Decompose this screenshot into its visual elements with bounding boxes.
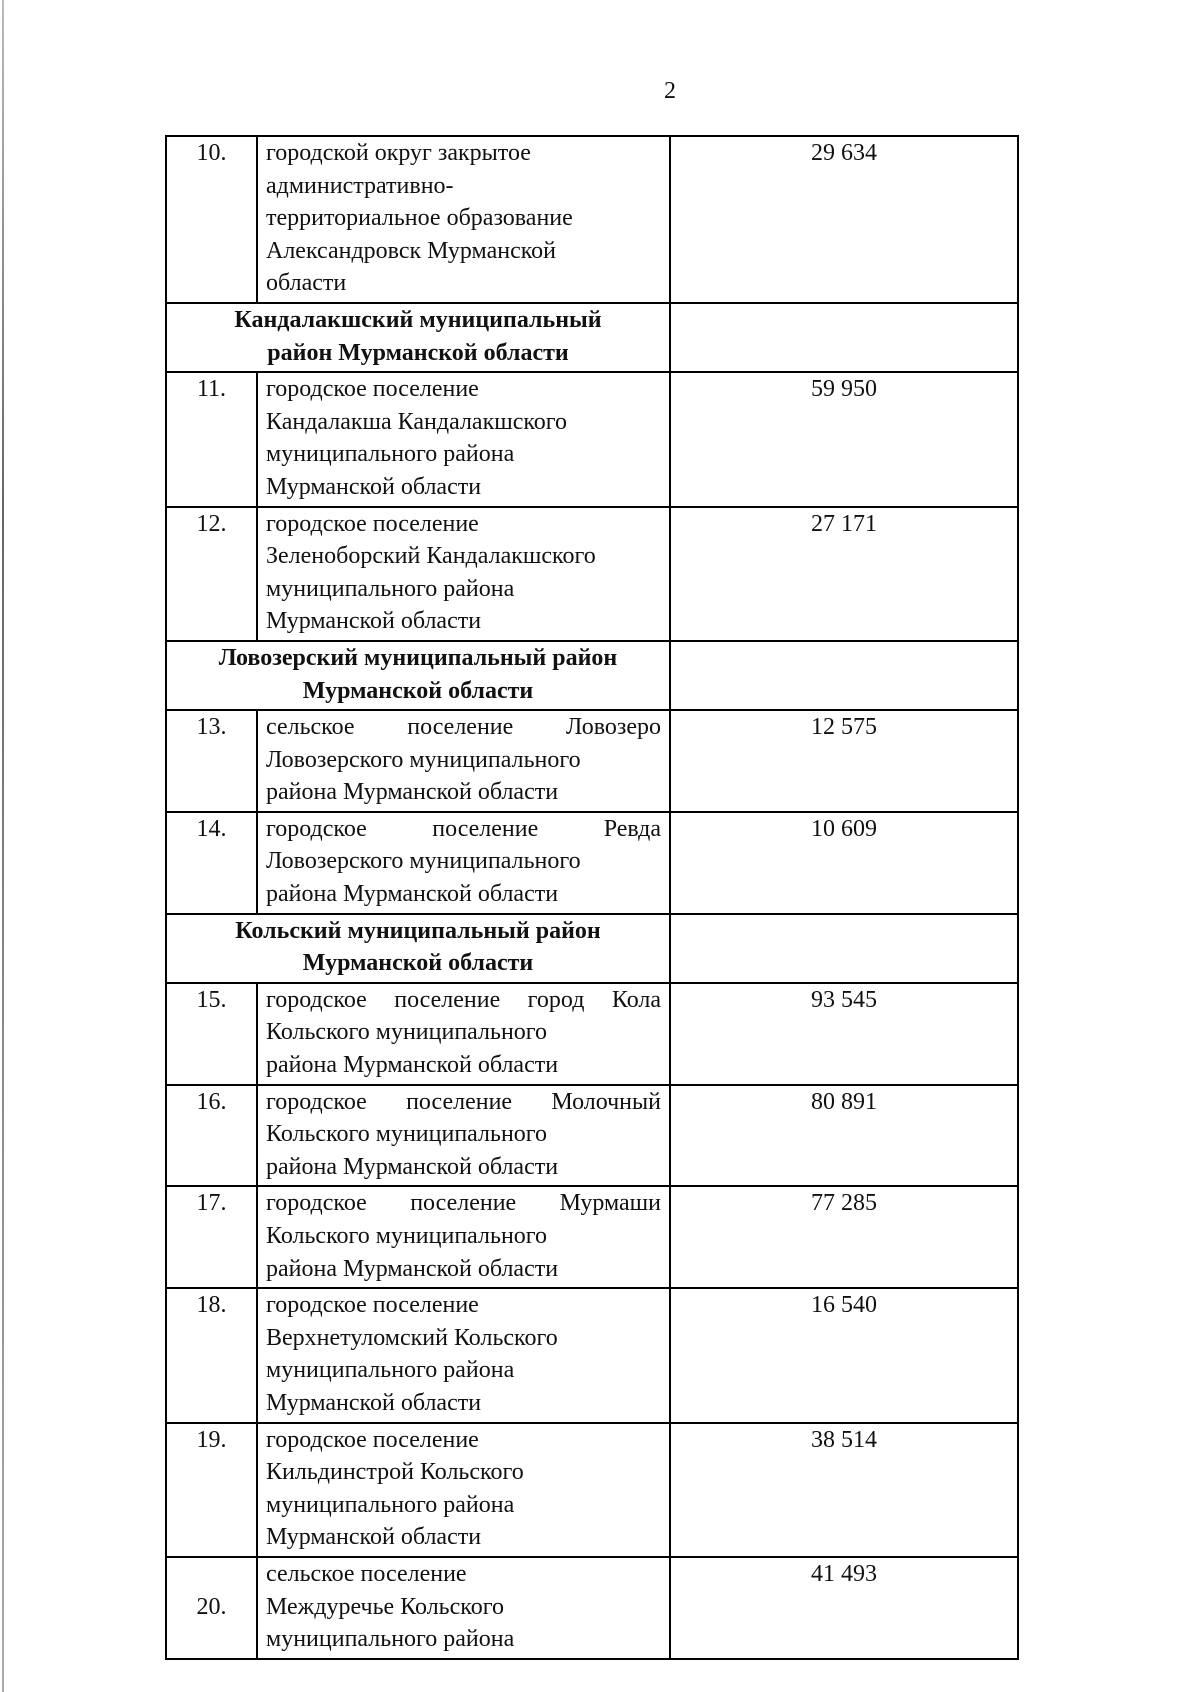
municipality-name-line: городское поселение xyxy=(266,1426,479,1453)
value-cell: 12 575 xyxy=(670,710,1018,812)
municipality-name-line: административно- xyxy=(266,172,454,199)
row-number: 10. xyxy=(166,136,257,303)
district-name xyxy=(166,914,670,983)
municipality-name-line: муниципального района xyxy=(266,1491,515,1518)
district-header-row xyxy=(166,303,1018,372)
district-name-line: Ловозерский муниципальный район xyxy=(218,644,618,671)
municipality-name-line: района Мурманской области xyxy=(266,1153,559,1180)
municipality-name xyxy=(257,710,670,812)
municipality-name-line: района Мурманской области xyxy=(266,1255,559,1282)
municipality-name-line: муниципального района xyxy=(266,1626,515,1653)
value-cell: 59 950 xyxy=(670,372,1018,506)
municipality-name-line: городское поселение xyxy=(266,1292,479,1319)
district-header-row xyxy=(166,641,1018,710)
table-row xyxy=(166,710,1018,812)
table-row xyxy=(166,983,1018,1085)
row-number: 18. xyxy=(166,1288,257,1422)
municipality-name-line: Междуречье Кольского xyxy=(266,1593,504,1620)
municipality-name xyxy=(257,812,670,914)
table-row xyxy=(166,507,1018,641)
page-number: 2 xyxy=(664,78,676,104)
district-name-line: Мурманской области xyxy=(302,950,534,977)
table-row xyxy=(166,1288,1018,1422)
row-number: 13. xyxy=(166,710,257,812)
municipality-name-line: городское поселение город Кола Кольского муниципального xyxy=(266,986,661,1046)
municipality-name-line: Кильдинстрой Кольского xyxy=(266,1459,524,1486)
municipality-name-line: района Мурманской области xyxy=(266,779,559,806)
municipality-name-line: городское поселение Ревда Ловозерского муниципального xyxy=(266,815,661,875)
municipality-name xyxy=(257,1423,670,1557)
empty-value-cell xyxy=(670,641,1018,710)
value-cell: 29 634 xyxy=(670,136,1018,303)
table-body xyxy=(166,136,1018,1659)
municipality-name xyxy=(257,1085,670,1187)
municipality-name-line: Зеленоборский Кандалакшского xyxy=(266,543,596,570)
municipality-name-line: Мурманской области xyxy=(266,608,482,635)
municipality-name-line: сельское поселение xyxy=(266,1560,467,1587)
value-cell: 10 609 xyxy=(670,812,1018,914)
municipality-name-line: сельское поселение Ловозеро Ловозерского муниципального xyxy=(266,714,661,773)
municipality-name xyxy=(257,1557,670,1659)
row-number: 20. xyxy=(166,1557,257,1659)
row-number: 16. xyxy=(166,1085,257,1187)
district-header-row xyxy=(166,914,1018,983)
table-row xyxy=(166,136,1018,303)
municipality-name-line: Александровск Мурманской xyxy=(266,237,557,264)
row-number: 14. xyxy=(166,812,257,914)
municipality-name-line: муниципального района xyxy=(266,575,515,602)
municipalities-table xyxy=(165,135,1019,1660)
municipality-name-line: Верхнетуломский Кольского xyxy=(266,1324,558,1351)
municipality-name xyxy=(257,372,670,506)
municipality-name-line: городской округ закрытое xyxy=(266,140,531,166)
municipality-name xyxy=(257,1186,670,1288)
table-row xyxy=(166,812,1018,914)
municipality-name xyxy=(257,507,670,641)
value-cell: 93 545 xyxy=(670,983,1018,1085)
table-row xyxy=(166,1423,1018,1557)
municipality-name-line: территориальное образование xyxy=(266,205,573,232)
district-name-line: район Мурманской области xyxy=(267,339,569,366)
value-cell: 77 285 xyxy=(670,1186,1018,1288)
district-name-line: Мурманской области xyxy=(302,677,534,704)
value-cell: 41 493 xyxy=(670,1557,1018,1659)
municipality-name xyxy=(257,136,670,303)
municipality-name-line: городское поселение Молочный Кольского муниципального xyxy=(266,1088,661,1148)
municipality-name-line: муниципального района xyxy=(266,441,515,468)
district-name xyxy=(166,303,670,372)
row-number: 15. xyxy=(166,983,257,1085)
row-number: 19. xyxy=(166,1423,257,1557)
municipality-name-line: Мурманской области xyxy=(266,1524,482,1551)
municipality-name xyxy=(257,1288,670,1422)
table-row xyxy=(166,1186,1018,1288)
municipality-name-line: муниципального района xyxy=(266,1357,515,1384)
scan-edge xyxy=(2,0,4,1692)
table-row xyxy=(166,1557,1018,1659)
row-number: 12. xyxy=(166,507,257,641)
municipality-name-line: Кандалакша Кандалакшского xyxy=(266,408,568,435)
municipality-name-line: области xyxy=(266,270,347,297)
value-cell: 16 540 xyxy=(670,1288,1018,1422)
row-number: 11. xyxy=(166,372,257,506)
municipality-name-line: района Мурманской области xyxy=(266,1052,559,1079)
district-name-line: Кандалакшский муниципальный xyxy=(234,306,602,333)
municipality-name-line: района Мурманской области xyxy=(266,881,559,908)
municipality-name-line: городское поселение Мурмаши Кольского муниципального xyxy=(266,1190,661,1249)
municipality-name-line: городское поселение xyxy=(266,376,479,403)
row-number: 17. xyxy=(166,1186,257,1288)
value-cell: 38 514 xyxy=(670,1423,1018,1557)
empty-value-cell xyxy=(670,303,1018,372)
table-row xyxy=(166,1085,1018,1187)
district-name xyxy=(166,641,670,710)
table-row xyxy=(166,372,1018,506)
municipality-name-line: Мурманской области xyxy=(266,473,482,500)
municipality-name xyxy=(257,983,670,1085)
value-cell: 27 171 xyxy=(670,507,1018,641)
district-name-line: Кольский муниципальный район xyxy=(235,917,601,944)
municipality-name-line: городское поселение xyxy=(266,510,479,537)
empty-value-cell xyxy=(670,914,1018,983)
value-cell: 80 891 xyxy=(670,1085,1018,1187)
municipality-name-line: Мурманской области xyxy=(266,1389,482,1416)
